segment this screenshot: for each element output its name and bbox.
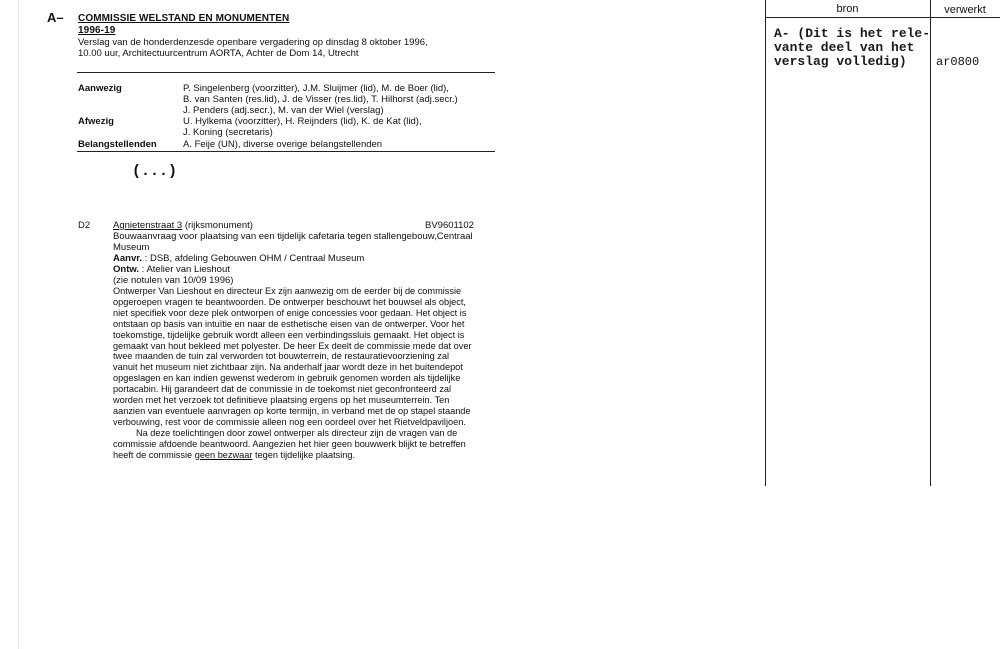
source-note-line: A- (Dit is het rele- [774, 26, 931, 41]
body-line: worden met het verzoek tot definitieve plaatsing ergens op het museumterrein. Ten [113, 395, 450, 406]
body-line: gemaakt van hout bekleed met polyester. De heer Ex deelt de commissie mede dat over [113, 340, 472, 351]
conclusion-line: Na deze toelichtingen door zowel ontwerper als directeur zijn de vragen van de [113, 427, 458, 438]
side-border-left [765, 0, 766, 486]
source-note-line: vante deel van het [774, 40, 915, 55]
divider-bottom [77, 151, 495, 152]
attendance-line: U. Hylkema (voorzitter), H. Reijnders (lid), K. de Kat (lid), [183, 116, 422, 127]
applicant-label: Aanvr. [113, 253, 143, 264]
body-line: twee maanden de tuin zal verworden tot bouwterrein, de restauratievoorziening zal [113, 351, 450, 362]
body-line: toekomstige, tijdelijke gebruik wordt alleen een verbindingssluis gemaakt. Het object is [113, 329, 465, 340]
ellipsis-mark: (...) [132, 163, 178, 180]
item-description: Bouwaanvraag voor plaatsing van een tijdelijk cafetaria tegen stallengebouw,Centraal [113, 231, 473, 242]
source-note-line: verslag volledig) [774, 54, 907, 69]
conclusion-text: tegen tijdelijke plaatsing. [252, 449, 356, 460]
attendance-line: J. Penders (adj.secr.), M. van der Wiel (verslag) [183, 105, 384, 116]
item-body [113, 286, 543, 461]
attendance-line: P. Singelenberg (voorzitter), J.M. Sluijmer (lid), M. de Boer (lid), [183, 83, 449, 94]
margin-marker: A– [47, 10, 64, 25]
attendance-label-present: Aanwezig [78, 83, 122, 94]
conclusion-text: heeft de commissie [113, 449, 195, 460]
page-title: COMMISSIE WELSTAND EN MONUMENTEN [78, 13, 290, 24]
designer-line [113, 264, 230, 275]
subtitle-line-1: Verslag van de honderdenzesde openbare vergadering op dinsdag 8 oktober 1996, [78, 37, 428, 48]
attendance-line: A. Feije (UN), diverse overige belangstellenden [183, 139, 383, 150]
item-reference: BV9601102 [425, 220, 474, 231]
attendance-label-absent: Afwezig [78, 116, 114, 127]
body-line: portacabin. Hij garandeert dat de commissie in de toekomst niet geconfronteerd zal [113, 384, 452, 395]
column-header-processed: verwerkt [944, 4, 986, 16]
designer-value: : Atelier van Lieshout [139, 264, 230, 275]
year-label: 1996-19 [78, 25, 116, 36]
item-title: Agnietenstraat 3 [113, 220, 183, 231]
attendance-line: J. Koning (secretaris) [183, 127, 273, 138]
body-line: vanuit het museum niet zichtbaar zijn. Na anderhalf jaar wordt deze in het buitendepot [113, 362, 463, 373]
subtitle-line-2: 10.00 uur, Architectuurcentrum AORTA, Achter de Dom 14, Utrecht [78, 48, 359, 59]
source-note [774, 27, 930, 69]
body-line: ontstaan op basis van intuïtie en naar de esthetische eisen van de ontwerper. Voor het [113, 318, 465, 329]
divider-top [77, 72, 495, 73]
side-header-rule [765, 17, 1000, 18]
attendance-line: B. van Santen (res.lid), J. de Visser (res.lid), T. Hilhorst (adj.secr.) [183, 94, 458, 105]
item-title-suffix: (rijksmonument) [182, 220, 253, 231]
body-line: opgeroepen vragen te beantwoorden. De ontwerper beschouwt het bouwsel als object, [113, 296, 466, 307]
column-header-source: bron [836, 3, 859, 15]
body-line: aanzien van eventuele aanvragen op korte termijn, in verband met de op stapel staande [113, 405, 471, 416]
item-description-cont: Museum [113, 242, 150, 253]
item-title-line [113, 220, 253, 231]
body-line: opgeslagen en kan indien gewenst wederom in gebruik genomen worden als tijdelijke [113, 373, 461, 384]
attendance-label-interested: Belangstellenden [78, 139, 157, 150]
item-code: D2 [78, 220, 91, 231]
conclusion-line: commissie afdoende beantwoord. Aangezien het hier geen bouwwerk blijkt te betreffen [113, 438, 466, 449]
conclusion-line [113, 450, 543, 461]
body-line: niet specifiek voor deze plek ontworpen of enige concessies voor gedaan. Het object is [113, 307, 467, 318]
no-objection-text: geen bezwaar [194, 449, 253, 460]
applicant-line [113, 253, 364, 264]
minutes-reference: (zie notulen van 10/09 1996) [113, 275, 234, 286]
designer-label: Ontw. [113, 264, 140, 275]
side-column-divider [930, 0, 931, 486]
processed-code: ar0800 [936, 55, 980, 69]
scan-edge [18, 0, 19, 649]
applicant-value: : DSB, afdeling Gebouwen OHM / Centraal Museum [142, 253, 365, 264]
body-line: verbouwing, rest voor de commissie alleen nog een oordeel over het Rietveldpaviljoen. [113, 416, 466, 427]
body-line: Ontwerper Van Lieshout en directeur Ex zijn aanwezig om de eerder bij de commissie [113, 286, 462, 296]
